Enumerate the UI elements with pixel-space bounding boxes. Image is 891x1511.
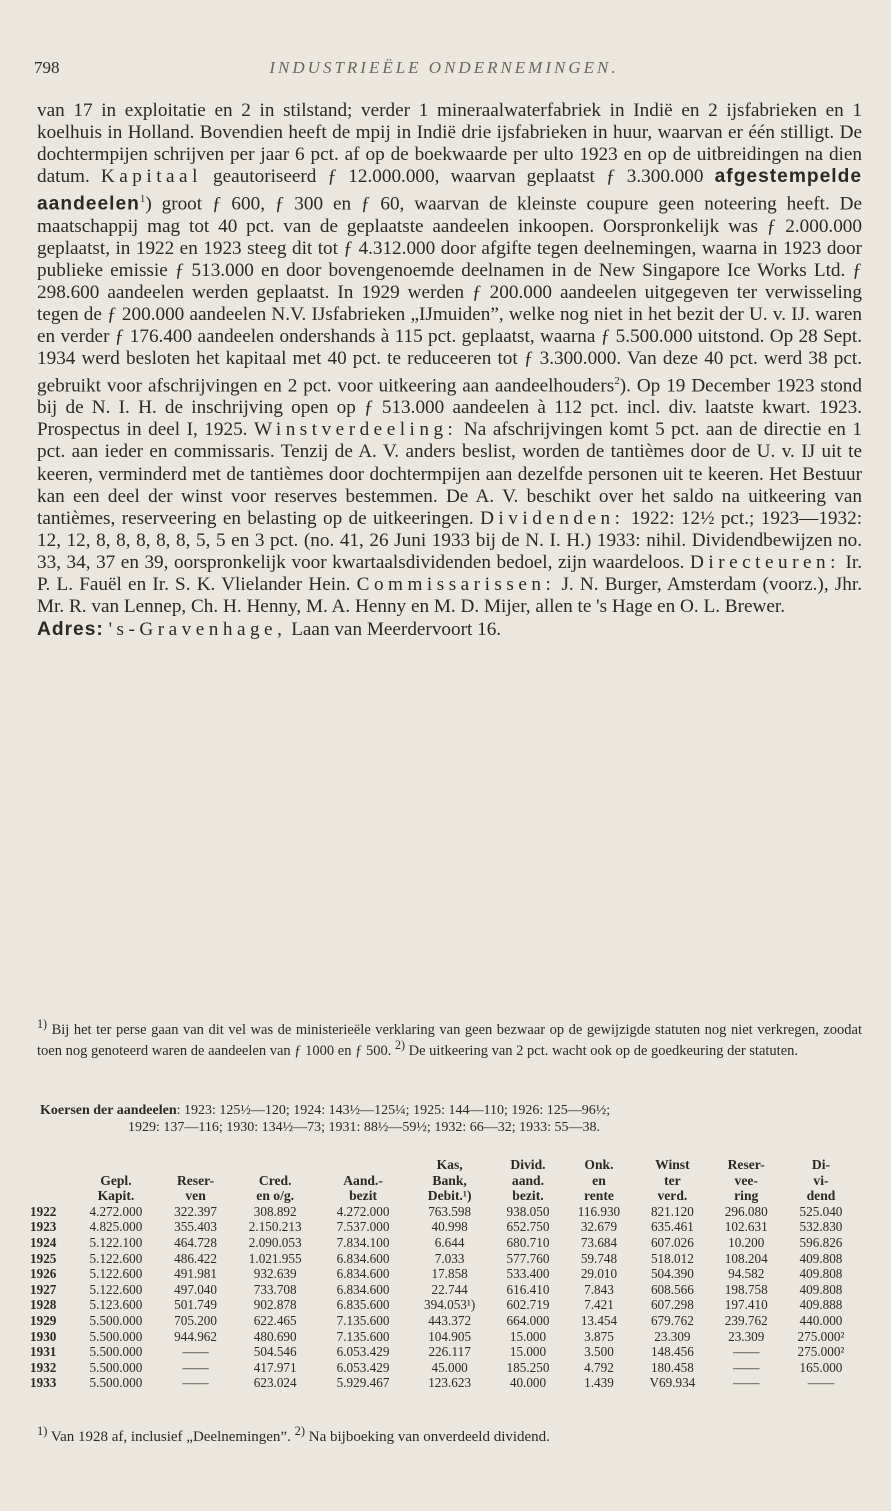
column-header: ter	[664, 1172, 681, 1188]
table-cell: 5.123.600	[89, 1297, 143, 1313]
table-cell: 4.272.000	[336, 1203, 390, 1219]
table-cell: V69.934	[649, 1375, 696, 1391]
column-header: Kapit.	[97, 1188, 135, 1204]
table-cell: 608.566	[650, 1281, 694, 1297]
table-cell: 148.456	[650, 1344, 694, 1360]
footnote-marker: 2)	[294, 1424, 305, 1438]
table-cell: 275.000²	[797, 1328, 845, 1344]
table-cell: 5.500.000	[89, 1312, 143, 1328]
table-cell: ——	[182, 1359, 209, 1375]
column-header	[30, 1157, 72, 1173]
table-cell: 185.250	[506, 1359, 550, 1375]
table-cell: 32.679	[580, 1219, 618, 1235]
table-row	[30, 1360, 860, 1376]
column-header: aand.	[511, 1172, 545, 1188]
table-cell: 7.033	[434, 1250, 465, 1266]
year-cell: 1923	[30, 1219, 57, 1235]
footnote-text: Na bijboeking van onverdeeld dividend.	[308, 1429, 550, 1445]
table-cell: 532.830	[799, 1219, 843, 1235]
table-cell: 5.122.100	[89, 1234, 143, 1250]
running-title: INDUSTRIEËLE ONDERNEMINGEN.	[269, 58, 619, 77]
year-cell: 1926	[30, 1266, 57, 1282]
table-cell: 2.150.213	[248, 1219, 302, 1235]
column-header: Di-	[811, 1157, 831, 1172]
footnote-text: De uitkeering van 2 pct. wacht ook op de goedkeuring der statuten.	[408, 1042, 799, 1059]
table-cell: 652.750	[506, 1219, 550, 1235]
table-cell: 680.710	[506, 1234, 550, 1250]
column-header: Onk.	[584, 1157, 614, 1172]
column-header: dend	[806, 1188, 836, 1204]
column-header: bezit	[349, 1188, 377, 1204]
table-cell: 104.905	[428, 1328, 472, 1344]
table-cell: 5.929.467	[336, 1375, 390, 1391]
financial-table	[30, 1157, 860, 1391]
table-cell: ——	[733, 1375, 760, 1391]
table-cell: 417.971	[253, 1359, 297, 1375]
table-cell: 440.000	[799, 1312, 843, 1328]
column-header: Reser-	[727, 1157, 765, 1172]
table-body	[30, 1204, 860, 1391]
column-header: ring	[734, 1188, 759, 1204]
table-cell: 501.749	[174, 1297, 217, 1313]
address-line	[37, 619, 862, 641]
column-header: Debit.¹)	[427, 1188, 472, 1204]
table-cell: 123.623	[428, 1375, 472, 1391]
column-header: ven	[185, 1188, 206, 1204]
table-cell: 491.981	[174, 1266, 217, 1282]
text-segment: groot ƒ 600, ƒ 300 en ƒ 60, waarvan de kleinste coupure geen noteering heeft. De maatschappij mag tot 40 pct. van de geplaatste aandeelen inkoopen. Oorspronkelijk was ƒ 2.000.000 geplaatst, in 1922 en 1923 steeg dit tot ƒ 4.312.000 door afgifte tegen deelnemingen, waarna in 1923 door publieke emissie ƒ 513.000 en door bovengenoemde deelnamen in de New Singapore Ice Works Ltd. ƒ 298.600 aandeelen werden geplaatst. In 1929 werden ƒ 200.000 aandeelen uitgegeven ter verwisseling tegen de ƒ 200.000 aandeelen N.V. IJsfabrieken „IJmuiden”, welke nog niet in het bezit der U. v. IJ. waren en verder ƒ 176.400 aandeelen ondershands à 115 pct. geplaatst, waarna ƒ 5.500.000 uitstond. Op 28 Sept. 1934 werd besloten het kapitaal met 40 pct. te reduceeren tot ƒ 3.300.000. Van deze 40 pct. werd 38 pct. gebruikt voor afschrijvingen en 2 pct. voor uitkeering aan aandeelhouders	[37, 193, 862, 397]
table-cell: 497.040	[174, 1281, 217, 1297]
table-cell: 165.000	[799, 1359, 843, 1375]
table-cell: 409.888	[799, 1297, 843, 1313]
table-cell: 73.684	[580, 1234, 618, 1250]
table-cell: 616.410	[506, 1281, 550, 1297]
table-row	[30, 1375, 860, 1391]
share-prices: Koersen der aandeelen: 1923: 125½—120; 1924: 143½—125¼; 1925: 144—110; 1926: 125—96½; 1929: 137—116; 1930: 134½—73; 1931: 88½—59½; 1932: 66—32; 1933: 55—38.	[40, 1103, 611, 1135]
footnote-marker: 2)	[394, 1038, 406, 1053]
table-footnotes	[37, 1423, 862, 1446]
table-cell: 6.834.600	[336, 1281, 390, 1297]
table-cell: 518.012	[650, 1250, 694, 1266]
table-header-row	[30, 1173, 860, 1189]
table-row	[30, 1266, 860, 1282]
table-cell: 938.050	[506, 1203, 550, 1219]
share-prices-line-1: 1923: 125½—120; 1924: 143½—125¼; 1925: 144—110; 1926: 125—96½;	[184, 1103, 611, 1118]
column-header: Aand.-	[343, 1172, 383, 1188]
share-prices-line-2: 1929: 137—116; 1930: 134½—73; 1931: 88½—59½; 1932: 66—32; 1933: 55—38.	[128, 1120, 600, 1135]
table-row	[30, 1204, 860, 1220]
table-cell: 22.744	[431, 1281, 468, 1297]
table-cell: ——	[182, 1375, 209, 1391]
table-cell: ——	[733, 1344, 760, 1360]
table-cell: 59.748	[580, 1250, 618, 1266]
table-cell: 464.728	[174, 1234, 217, 1250]
table-cell: 5.500.000	[89, 1328, 143, 1344]
table-cell: 40.000	[509, 1375, 547, 1391]
address-place: 's-Gravenhage,	[108, 618, 287, 640]
table-cell: 45.000	[431, 1359, 468, 1375]
table-cell: 197.410	[724, 1297, 768, 1313]
table-cell: 355.403	[174, 1219, 217, 1235]
table-cell: 180.458	[650, 1359, 694, 1375]
year-cell: 1928	[30, 1297, 57, 1313]
table-row	[30, 1329, 860, 1345]
table-cell: ——	[807, 1375, 835, 1391]
table-cell: 7.834.100	[336, 1234, 390, 1250]
footnote-ref: 2	[614, 374, 620, 387]
table-cell: 5.500.000	[89, 1344, 143, 1360]
table-cell: 394.053¹)	[424, 1297, 476, 1313]
share-prices-label: Koersen der aandeelen	[40, 1103, 177, 1118]
table-cell: 504.390	[650, 1266, 694, 1282]
section-label-directeuren: Directeuren:	[690, 551, 840, 573]
text-segment: van 17 in exploitatie en 2 in stilstand; verder 1 mineraalwaterfabriek in Indië en 2 ijsfabrieken en 1 koelhuis in Holland. Bovendien heeft de mpij in Indië drie ijsfabrieken in huur, waarvan er één stilligt. De dochtermpijen schrijven per jaar 6 pct. af op de boekwaarde per ulto 1923 en op de uitbreidingen na dien datum.	[37, 100, 862, 188]
column-header	[160, 1157, 231, 1173]
year-cell: 1930	[30, 1328, 57, 1344]
column-header: en	[592, 1172, 606, 1188]
table-cell: 4.272.000	[89, 1203, 143, 1219]
page-header	[34, 58, 854, 84]
table-cell: 577.760	[506, 1250, 550, 1266]
table-cell: 679.762	[650, 1312, 694, 1328]
footnote-marker: 1)	[37, 1017, 48, 1031]
table-row	[30, 1344, 860, 1360]
table-cell: 7.135.600	[336, 1328, 390, 1344]
table-cell: 6.835.600	[336, 1297, 390, 1313]
address-street: Laan van Meerdervoort 16.	[291, 618, 502, 640]
table-cell: 533.400	[506, 1266, 550, 1282]
year-cell: 1927	[30, 1281, 57, 1297]
table-cell: 7.537.000	[336, 1219, 390, 1235]
year-cell: 1931	[30, 1344, 57, 1360]
year-cell: 1932	[30, 1359, 57, 1375]
column-header: Divid.	[510, 1157, 546, 1172]
table-cell: 607.298	[650, 1297, 694, 1313]
text-segment: Na afschrijvingen komt 5 pct. aan de directie en 1 pct. aan ieder en commissaris. Tenzij de A. V. anders beslist, worden de tantièmes door de U. v. IJ uit te keeren, verminderd met de tantièmes door dochtermpijen aan dezelfde personen uit te keeren. Het Bestuur kan een deel der winst voor reserves bestemmen. De A. V. beschikt over het saldo na uitkeering van tantièmes, reserveering en belasting op de uitkeeringen.	[37, 419, 863, 529]
table-row	[30, 1313, 860, 1329]
table-cell: 7.421	[584, 1297, 614, 1313]
column-header: vi-	[813, 1172, 829, 1188]
table-cell: 226.117	[428, 1344, 471, 1360]
table-cell: 116.930	[577, 1203, 621, 1219]
table-cell: 525.040	[799, 1203, 843, 1219]
table-cell: 7.843	[584, 1281, 614, 1297]
table-cell: 902.878	[253, 1297, 297, 1313]
table-cell: 5.500.000	[89, 1375, 143, 1391]
table-header-row	[30, 1157, 860, 1173]
column-header: Bank,	[432, 1172, 467, 1188]
table-header-row	[30, 1188, 860, 1204]
table-cell: 40.998	[431, 1219, 468, 1235]
table-cell: 5.122.600	[89, 1281, 143, 1297]
table-cell: 6.053.429	[336, 1359, 390, 1375]
table-header	[30, 1157, 860, 1204]
table-row	[30, 1235, 860, 1251]
table-cell: ——	[182, 1344, 209, 1360]
table-cell: 607.026	[650, 1234, 694, 1250]
afgestempelde-label: afgestempelde aandeelen	[37, 166, 862, 215]
table-cell: 2.090.053	[248, 1234, 302, 1250]
table-cell: 623.024	[253, 1375, 297, 1391]
column-header	[319, 1157, 407, 1173]
table-cell: 13.454	[580, 1312, 618, 1328]
table-cell: 4.792	[584, 1359, 614, 1375]
table-cell: 6.644	[434, 1234, 465, 1250]
column-header: Gepl.	[100, 1172, 132, 1188]
table-cell: 94.582	[728, 1266, 765, 1282]
table-cell: 3.500	[584, 1344, 614, 1360]
table-row	[30, 1219, 860, 1235]
table-cell: 296.080	[724, 1203, 768, 1219]
table-cell: 5.122.600	[89, 1266, 143, 1282]
table-cell: 6.834.600	[336, 1250, 390, 1266]
text-segment: Ir. P. L. Fauël en Ir. S. K. Vlielander Hein.	[37, 551, 863, 595]
table-cell: 1.021.955	[248, 1250, 302, 1266]
column-header: bezit.	[512, 1188, 544, 1204]
table-footnote-line	[37, 1423, 862, 1446]
table-cell: 821.120	[650, 1203, 694, 1219]
column-header	[72, 1157, 160, 1173]
table-cell: 15.000	[509, 1344, 547, 1360]
column-header: Kas,	[436, 1157, 463, 1172]
table-cell: 322.397	[174, 1203, 217, 1219]
footnotes	[37, 1017, 862, 1059]
main-text	[37, 100, 862, 641]
year-cell: 1924	[30, 1234, 57, 1250]
table-cell: 10.200	[728, 1234, 765, 1250]
table-cell: 15.000	[509, 1328, 547, 1344]
table-cell: 239.762	[724, 1312, 768, 1328]
table-cell: 622.465	[253, 1312, 297, 1328]
table-cell: 23.309	[654, 1328, 691, 1344]
table-cell: 602.719	[506, 1297, 550, 1313]
table-cell: 275.000²	[797, 1344, 845, 1360]
text-segment: geautoriseerd ƒ 12.000.000, waarvan geplaatst ƒ 3.300.000	[213, 166, 704, 188]
column-header: rente	[583, 1188, 614, 1204]
table-cell: 635.461	[650, 1219, 694, 1235]
column-header	[231, 1157, 319, 1173]
table-cell: 102.631	[724, 1219, 768, 1235]
table-row	[30, 1297, 860, 1313]
address-label: Adres:	[37, 618, 104, 640]
year-cell: 1933	[30, 1375, 57, 1391]
table-cell: 308.892	[253, 1203, 297, 1219]
table-cell: 3.875	[584, 1328, 614, 1344]
company-paragraph: van 17 in exploitatie en 2 in stilstand; verder 1 mineraalwaterfabriek in Indië en 2 ijsfabrieken en 1 koelhuis in Holland. Bovendien heeft de mpij in Indië drie ijsfabrieken in huur, waarvan er één stilligt. De dochtermpijen schrijven per jaar 6 pct. af op de boekwaarde per ulto 1923 en op de uitbreidingen na dien datum. Kapitaal geautoriseerd ƒ 12.000.000, waarvan geplaatst ƒ 3.300.000 afgestempelde aandeelen$^1$) groot ƒ 600, ƒ 300 en ƒ 60, waarvan de kleinste coupure geen noteering heeft. De maatschappij mag tot 40 pct. van de geplaatste aandeelen inkoopen. Oorspronkelijk was ƒ 2.000.000 geplaatst, in 1922 en 1923 steeg dit tot ƒ 4.312.000 door afgifte tegen deelnemingen, waarna in 1923 door publieke emissie ƒ 513.000 en door bovengenoemde deelnamen in de New Singapore Ice Works Ltd. ƒ 298.600 aandeelen werden geplaatst. In 1929 werden ƒ 200.000 aandeelen uitgegeven ter verwisseling tegen de ƒ 200.000 aandeelen N.V. IJsfabrieken „IJmuiden”, welke nog niet in het bezit der U. v. IJ. waren en verder ƒ 176.400 aandeelen ondershands à 115 pct. geplaatst, waarna ƒ 5.500.000 uitstond. Op 28 Sept. 1934 werd besloten het kapitaal met 40 pct. te reduceeren tot ƒ 3.300.000. Van deze 40 pct. werd 38 pct. gebruikt voor afschrijvingen en 2 pct. voor uitkeering aan aandeelhouders$^2$). Op 19 December 1923 stond bij de N. I. H. de inschrijving open op ƒ 513.000 aandeelen à 112 pct. incl. div. laatste kwart. 1923. Prospectus in deel I, 1925. Winstverdeeling: Na afschrijvingen komt 5 pct. aan de directie en 1 pct. aan ieder en commissaris. Tenzij de A. V. anders beslist, worden de tantièmes door de U. v. IJ uit te keeren, verminderd met de tantièmes door dochtermpijen aan dezelfde personen uit te keeren. Het Bestuur kan een deel der winst voor reserves bestemmen. De A. V. beschikt over het saldo na uitkeering van tantièmes, reserveering en belasting op de uitkeeringen. Dividenden: 1922: 12½ pct.; 1923—1932: 12, 12, 8, 8, 8, 8, 8, 5, 5 en 3 pct. (no. 41, 26 Juni 1933 bij de N. I. H.) 1933: nihil. Dividendbewijzen no. 33, 34, 37 en 39, oorspronkelijk voor kwartaalsdividenden bedoel, zijn waardeloos. Directeuren: Ir. P. L. Fauël en Ir. S. K. Vlielander Hein. Commissarissen: J. N. Burger, Amsterdam (voorz.), Jhr. Mr. R. van Lennep, Ch. H. Henny, M. A. Henny en M. D. Mijer, allen te 's Hage en O. L. Brewer.	[37, 100, 863, 617]
table-cell: 5.122.600	[89, 1250, 143, 1266]
text-segment: 1922: 12½ pct.; 1923—1932: 12, 12, 8, 8, 8, 8, 8, 5, 5 en 3 pct. (no. 41, 26 Juni 1933 bij de N. I. H.) 1933: nihil. Dividendbewijzen no. 33, 34, 37 en 39, oorspronkelijk voor kwartaalsdividenden bedoel, zijn waardeloos.	[37, 507, 863, 573]
table-cell: 1.439	[584, 1375, 614, 1391]
footnote-ref: 1	[139, 193, 146, 206]
table-cell: 664.000	[506, 1312, 550, 1328]
table-cell: 108.204	[724, 1250, 768, 1266]
table-cell: 763.598	[428, 1203, 472, 1219]
text-segment: J. N. Burger, Amsterdam (voorz.), Jhr. Mr. R. van Lennep, Ch. H. Henny, M. A. Henny en M. D. Mijer, allen te 's Hage en O. L. Brewer.	[37, 573, 862, 617]
footnote-text: Van 1928 af, inclusief „Deelnemingen”.	[50, 1429, 291, 1445]
section-label-dividenden: Dividenden:	[480, 507, 625, 529]
column-header	[30, 1188, 72, 1204]
section-label-commissarissen: Commissarissen:	[356, 573, 556, 595]
table-cell: 198.758	[724, 1281, 768, 1297]
year-cell: 1929	[30, 1312, 57, 1328]
table-cell: 409.808	[799, 1281, 843, 1297]
table-cell: 29.010	[580, 1266, 618, 1282]
table-cell: 5.500.000	[89, 1359, 143, 1375]
column-header: verd.	[657, 1188, 688, 1204]
table-cell: 443.372	[428, 1312, 472, 1328]
table-row	[30, 1282, 860, 1298]
table-cell: 480.690	[253, 1328, 297, 1344]
column-header: vee-	[734, 1172, 758, 1188]
column-header	[30, 1173, 72, 1189]
table-cell: ——	[733, 1359, 760, 1375]
table-row	[30, 1251, 860, 1267]
column-header: Cred.	[258, 1172, 292, 1188]
table-cell: 944.962	[174, 1328, 217, 1344]
table-cell: 486.422	[174, 1250, 217, 1266]
table-cell: 409.808	[799, 1250, 843, 1266]
table-cell: 504.546	[253, 1344, 297, 1360]
table-cell: 596.826	[799, 1234, 843, 1250]
year-cell: 1922	[30, 1203, 57, 1219]
year-cell: 1925	[30, 1250, 57, 1266]
table-cell: 409.808	[799, 1266, 843, 1282]
column-header: Reser-	[176, 1172, 215, 1188]
table-cell: 4.825.000	[89, 1219, 143, 1235]
table-cell: 6.053.429	[336, 1344, 390, 1360]
column-header: en o/g.	[256, 1188, 295, 1204]
table-cell: 932.639	[253, 1266, 297, 1282]
section-label-winstverdeeling: Winstverdeeling:	[254, 419, 458, 441]
table-cell: 23.309	[728, 1328, 765, 1344]
page-number: 798	[34, 58, 60, 77]
section-label-kapitaal: Kapitaal	[100, 166, 202, 188]
footnote-marker: 1)	[37, 1424, 48, 1438]
footnote-text: Bij het ter perse gaan van dit vel was de ministerieële verklaring van geen bezwaar op de gewijzigde statuten nog niet verkregen, zoodat toen nog genoteerd waren de aandeelen van ƒ 1000 en ƒ 500.	[37, 1021, 863, 1059]
table-cell: 17.858	[431, 1266, 468, 1282]
footnote-1	[37, 1017, 862, 1059]
text-segment: . Op 19 December 1923 stond bij de N. I. H. de inschrijving open op ƒ 513.000 aandeelen à 112 pct. incl. div. laatste kwart. 1923. Prospectus in deel I, 1925.	[37, 375, 862, 441]
table-cell: 705.200	[174, 1312, 217, 1328]
table-cell: 733.708	[253, 1281, 297, 1297]
table-cell: 6.834.600	[336, 1266, 390, 1282]
table-cell: 7.135.600	[336, 1312, 390, 1328]
column-header: Winst	[655, 1157, 690, 1172]
